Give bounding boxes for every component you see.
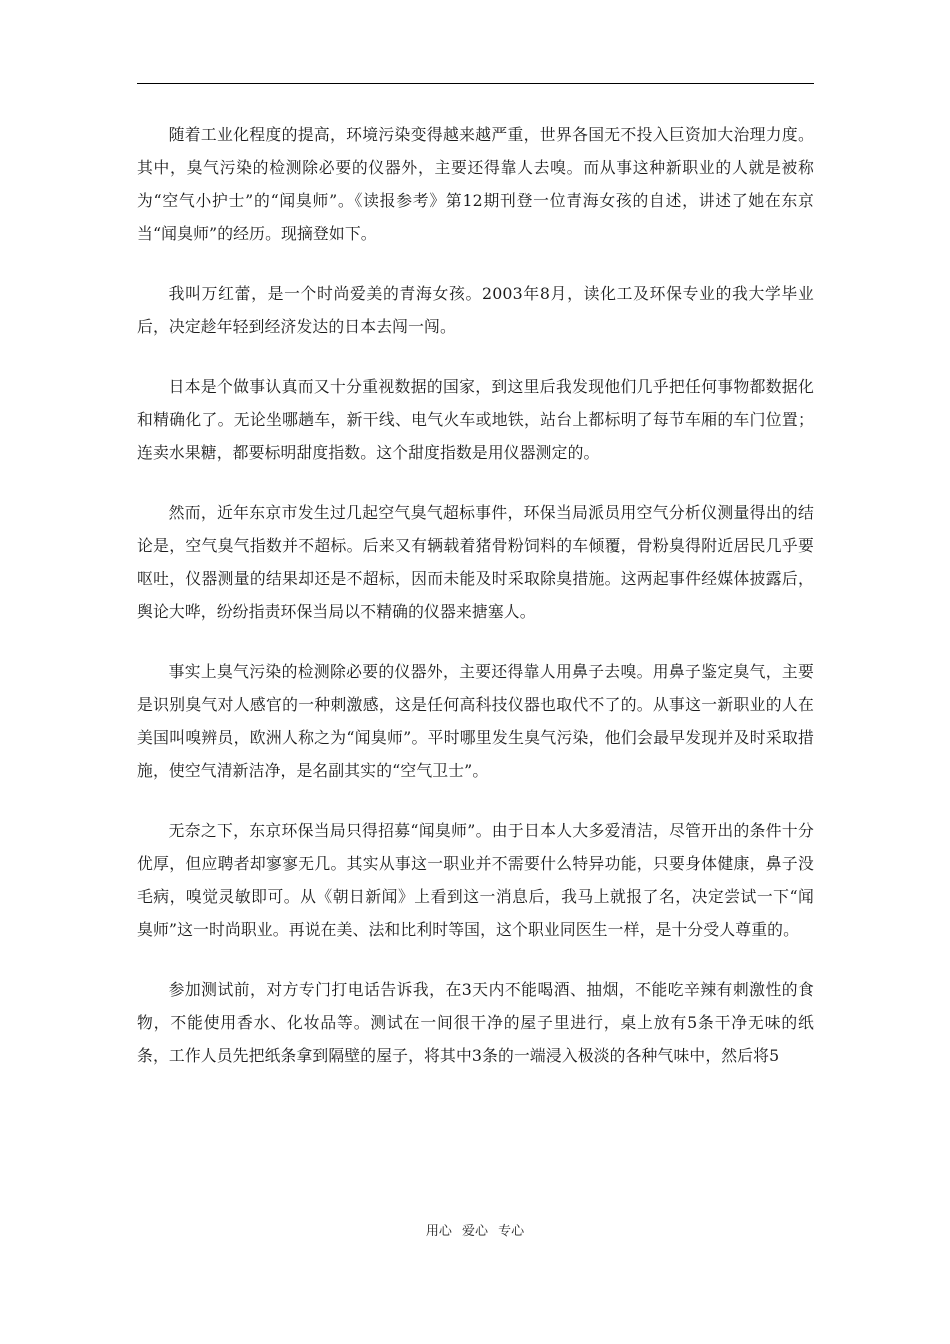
paragraph-odor-incidents: 然而，近年东京市发生过几起空气臭气超标事件，环保当局派员用空气分析仪测量得出的结论是，空气臭气指数并不超标。后来又有辆载着猪骨粉饲料的车倾覆，骨粉臭得附近居民几乎要呕吐，仪器测量的结果却还是不超标，因而未能及时采取除臭措施。这两起事件经媒体披露后，舆论大哗，纷纷指责环保当局以不精确的仪器来搪塞人。 bbox=[137, 503, 814, 621]
document-body bbox=[137, 118, 814, 1099]
paragraph-intro: 随着工业化程度的提高，环境污染变得越来越严重，世界各国无不投入巨资加大治理力度。其中，臭气污染的检测除必要的仪器外，主要还得靠人去嗅。而从事这种新职业的人就是被称为“空气小护士”的“闻臭师”。《读报参考》第12期刊登一位青海女孩的自述，讲述了她在东京当“闻臭师”的经历。现摘登如下。 bbox=[137, 125, 814, 243]
paragraph-test: 参加测试前，对方专门打电话告诉我，在3天内不能喝酒、抽烟，不能吃辛辣有刺激性的食物，不能使用香水、化妆品等。测试在一间很干净的屋子里进行，桌上放有5条干净无味的纸条，工作人员先把纸条拿到隔壁的屋子，将其中3条的一端浸入极淡的各种气味中，然后将5 bbox=[137, 980, 814, 1065]
page-footer: 用心 爱心 专心 bbox=[425, 1224, 525, 1239]
paragraph-japan-data: 日本是个做事认真而又十分重视数据的国家，到这里后我发现他们几乎把任何事物都数据化和精确化了。无论坐哪趟车，新干线、电气火车或地铁，站台上都标明了每节车厢的车门位置；连卖水果糖，都要标明甜度指数。这个甜度指数是用仪器测定的。 bbox=[137, 377, 814, 462]
header-rule bbox=[137, 83, 814, 84]
paragraph-self-intro: 我叫万红蕾，是一个时尚爱美的青海女孩。2003年8月，读化工及环保专业的我大学毕业后，决定趁年轻到经济发达的日本去闯一闯。 bbox=[137, 284, 814, 336]
paragraph-smell-detection: 事实上臭气污染的检测除必要的仪器外，主要还得靠人用鼻子去嗅。用鼻子鉴定臭气，主要是识别臭气对人感官的一种刺激感，这是任何高科技仪器也取代不了的。从事这一新职业的人在美国叫嗅辨员，欧洲人称之为“闻臭师”。平时哪里发生臭气污染，他们会最早发现并及时采取措施，使空气清新洁净，是名副其实的“空气卫士”。 bbox=[137, 662, 814, 780]
paragraph-recruitment: 无奈之下，东京环保当局只得招募“闻臭师”。由于日本人大多爱清洁，尽管开出的条件十分优厚，但应聘者却寥寥无几。其实从事这一职业并不需要什么特异功能，只要身体健康，鼻子没毛病，嗅觉灵敏即可。从《朝日新闻》上看到这一消息后，我马上就报了名，决定尝试一下“闻臭师”这一时尚职业。再说在美、法和比利时等国，这个职业同医生一样，是十分受人尊重的。 bbox=[137, 821, 814, 939]
